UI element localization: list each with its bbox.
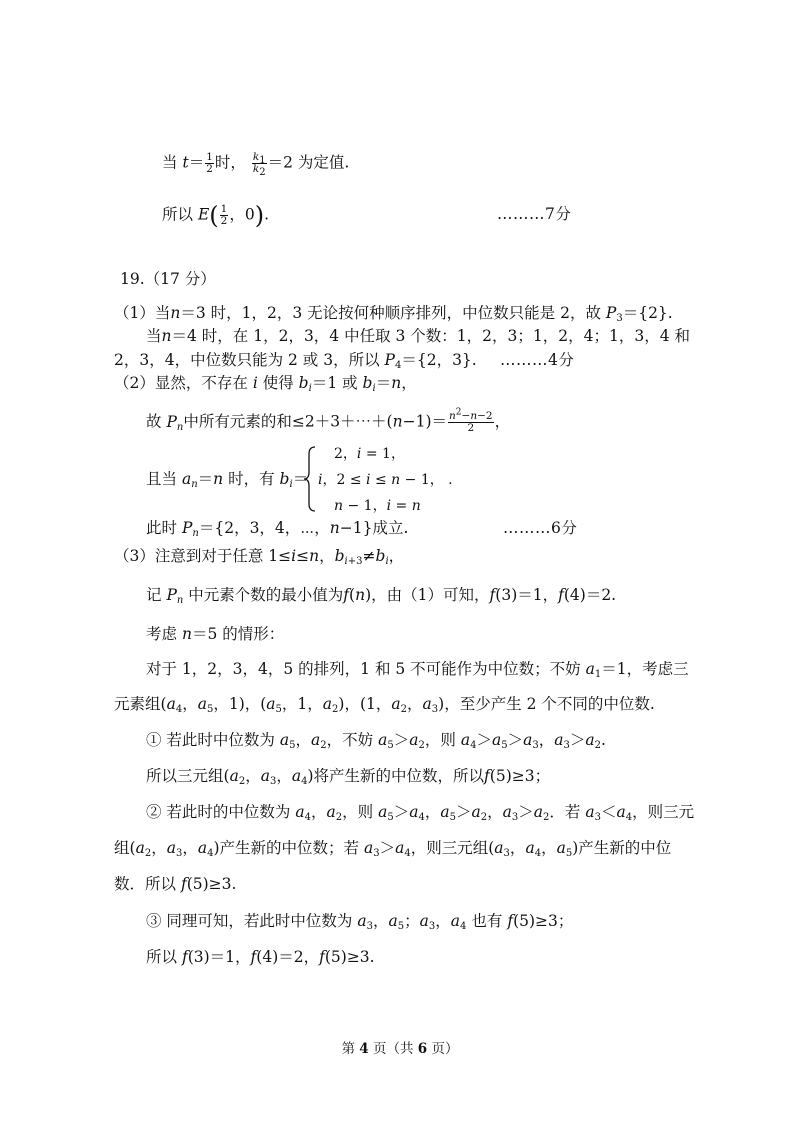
case1-line2: 所以三元组($a_2$，$a_3$，$a_4$)将产生新的中位数，所以f(5)≥3； [146,767,551,787]
q19-p2-line1: （2）显然，不存在 i 使得 $b_i=1$ 或 $b_i=n$， [114,374,417,394]
case1-line1: ① 若此时中位数为 $a_5$，$a_2$，不妨 $a_5>a_2$，则 $a_4>a_5>a_3$，$a_3>a_2$. [146,731,606,751]
final-line: 所以 f(3)＝1，f(4)＝2，f(5)≥3. [146,948,375,966]
case3-line1: ③ 同理可知，若此时中位数为 $a_3$，$a_5$；$a_3$，$a_4$ 也有 f(5)≥3； [146,912,574,932]
cases-brace [303,446,317,512]
case-3: n − 1，i = n [334,498,421,514]
q19-p1-line1: （1）当n＝3 时，1，2，3 无论按何种顺序排列，中位数只能是 2，故 $P_3=\{2\}$. [114,304,673,324]
q19-p3-line5: 元素组($a_4$，$a_5$，1)，($a_5$，1，$a_2$)，(1，$a_2$，$a_3$)，至少产生 2 个不同的中位数. [114,695,655,715]
case2-line1: ② 若此时的中位数为 $a_4$，$a_2$，则 $a_5>a_4$，$a_5>a_2$，$a_3>a_2$．若 $a_3<a_4$，则三元 [146,803,695,823]
case-1: 2，i = 1， [334,446,405,462]
q19-p3-line4: 对于 1，2，3，4，5 的排列，1 和 5 不可能作为中位数；不妨 $a_1=1$，考虑三 [146,660,689,680]
score-7: ………7分 [497,205,572,223]
fraction-sum: $\frac{n^2-n-2}{2}$ [449,407,493,434]
q19-p2-line2: 故 $P_n$中所有元素的和≤2＋3＋⋯＋(n−1)＝ $\frac{n^2-n-2}{2}$ ， [146,407,511,434]
q19-header: 19.（17 分） [120,270,216,288]
line-t-value: 当 t＝ $\frac{1}{2}$ 时， $\frac{k_1}{k_2}$ ＝2 为定值. [162,151,350,178]
q19-p2-line3: 且当 $a_n=n$ 时，有 $b_i=$ [146,470,309,490]
q19-p2-line4: 此时 $P_n=\{2$，3，4，⋯，n−1}成立. [146,519,409,539]
case-2: i，2 ≤ i ≤ n − 1， . [318,472,453,488]
q19-p3-line2: 记 $P_n$ 中元素个数的最小值为f(n)，由（1）可知，f(3)＝1，f(4)＝2. [146,586,617,606]
fraction-k1-k2: $\frac{k_1}{k_2}$ [252,151,266,178]
fraction-half: $\frac{1}{2}$ [206,151,213,175]
q19-p3-line3: 考虑 n＝5 的情形： [146,625,285,643]
case2-line3: 数．所以 f(5)≥3. [114,875,237,893]
q19-p1-line2: 当n＝4 时，在 1，2，3，4 中任取 3 个数：1，2，3；1，2，4；1，3，4 和 [146,327,690,345]
page-footer: 第 4 页（共 6 页） [341,1041,459,1057]
q19-p1-line3: 2，3，4，中位数只能为 2 或 3，所以 $P_4=\{2$，3}. [114,351,477,371]
line-point-e: 所以 E( $\frac{1}{2}$ ，0). [162,201,270,230]
score-6: ………6分 [503,519,578,537]
case2-line2: 组($a_2$，$a_3$，$a_4$)产生新的中位数；若 $a_3>a_4$，则三元组($a_3$，$a_4$，$a_5$)产生新的中位 [114,839,672,859]
score-4: ………4分 [500,351,575,369]
q19-p3-line1: （3）注意到对于任意 1≤i≤n，$b_{i+3}\ne b_i$， [114,547,405,567]
